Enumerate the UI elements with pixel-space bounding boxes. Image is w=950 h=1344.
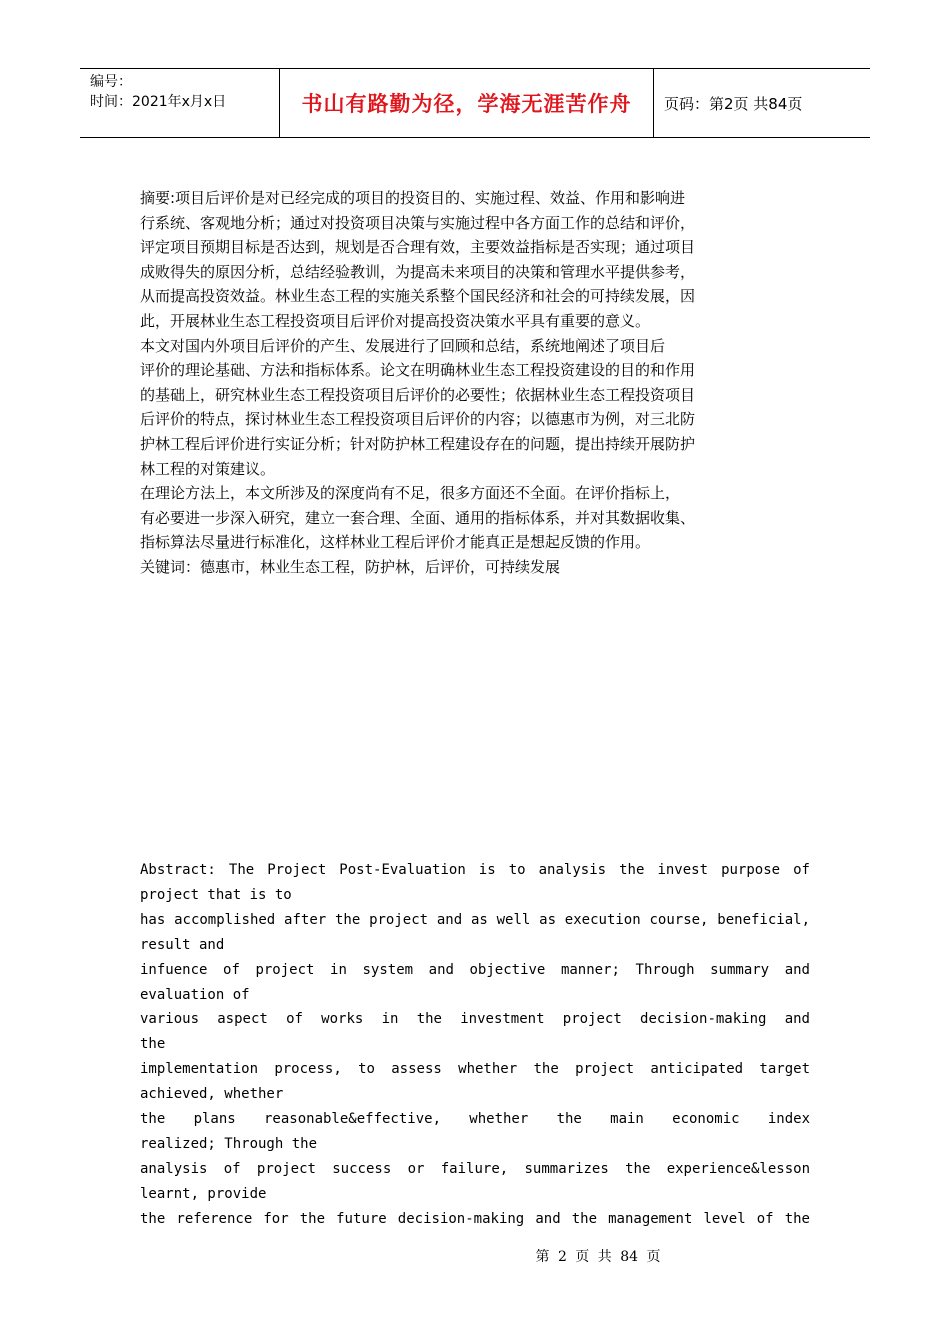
english-abstract (140, 858, 810, 1232)
cn-line: 林工程的对策建议。 (140, 459, 276, 478)
cn-line: 评定项目预期目标是否达到，规划是否合理有效，主要效益指标是否实现；通过项目 (140, 238, 696, 257)
cn-line: 的基础上，研究林业生态工程投资项目后评价的必要性；依据林业生态工程投资项目 (140, 385, 696, 404)
cn-line: 行系统、客观地分析；通过对投资项目决策与实施过程中各方面工作的总结和评价， (140, 213, 696, 232)
cn-line: 有必要进一步深入研究，建立一套合理、全面、通用的指标体系，并对其数据收集、 (140, 508, 696, 527)
en-line: the plans reasonable&effective, whether the main economic index (140, 1111, 810, 1128)
time-label: 时间：2021年x月x日 (90, 94, 227, 110)
cn-line: 在理论方法上，本文所涉及的深度尚有不足，很多方面还不全面。在评价指标上， (140, 484, 681, 503)
en-line: realized; Through the (140, 1135, 318, 1152)
en-line: evaluation of (140, 986, 250, 1003)
keywords-line: 关键词：德惠市，林业生态工程，防护林，后评价，可持续发展 (140, 557, 561, 576)
cn-line: 指标算法尽量进行标准化，这样林业工程后评价才能真正是想起反馈的作用。 (140, 533, 651, 552)
cn-line: 此，开展林业生态工程投资项目后评价对提高投资决策水平具有重要的意义。 (140, 311, 651, 330)
en-line: result and (140, 936, 225, 953)
en-line: infuence of project in system and objective manner; Through summary and (140, 961, 810, 978)
cn-line: 成败得失的原因分析，总结经验教训，为提高未来项目的决策和管理水平提供参考， (140, 262, 696, 281)
chinese-abstract (140, 186, 780, 580)
cn-line: 摘要:项目后评价是对已经完成的项目的投资目的、实施过程、效益、作用和影响进 (140, 189, 686, 207)
number-label: 编号： (90, 74, 132, 90)
cn-line: 后评价的特点，探讨林业生态工程投资项目后评价的内容；以德惠市为例，对三北防 (140, 410, 696, 429)
en-line: project that is to (140, 886, 292, 903)
en-line: Abstract: The Project Post-Evaluation is to analysis the invest purpose of (140, 862, 810, 878)
en-line: various aspect of works in the investment project decision-making and (140, 1011, 810, 1028)
cn-line: 本文对国内外项目后评价的产生、发展进行了回顾和总结，系统地阐述了项目后 (140, 336, 666, 355)
en-line: achieved, whether (140, 1086, 284, 1103)
en-line: the (140, 1036, 166, 1053)
header-meta-cell (80, 69, 280, 137)
en-line: implementation process, to assess whether the project anticipated target (140, 1061, 810, 1078)
en-line: the reference for the future decision-making and the management level of the (140, 1210, 810, 1227)
en-line: analysis of project success or failure, summarizes the experience&lesson (140, 1160, 810, 1177)
en-line: learnt, provide (140, 1185, 267, 1202)
page-header (80, 68, 870, 138)
page-footer: 第 2 页 共 84 页 (535, 1249, 661, 1265)
cn-line: 从而提高投资效益。林业生态工程的实施关系整个国民经济和社会的可持续发展，因 (140, 287, 696, 306)
en-line: has accomplished after the project and as well as execution course, beneficial, (140, 911, 810, 928)
header-page-info: 页码：第2页 共84页 (664, 94, 803, 113)
cn-line: 评价的理论基础、方法和指标体系。论文在明确林业生态工程投资建设的目的和作用 (140, 361, 696, 380)
cn-line: 护林工程后评价进行实证分析；针对防护林工程建设存在的问题，提出持续开展防护 (140, 434, 696, 453)
header-motto: 书山有路勤为径，学海无涯苦作舟 (280, 69, 654, 137)
